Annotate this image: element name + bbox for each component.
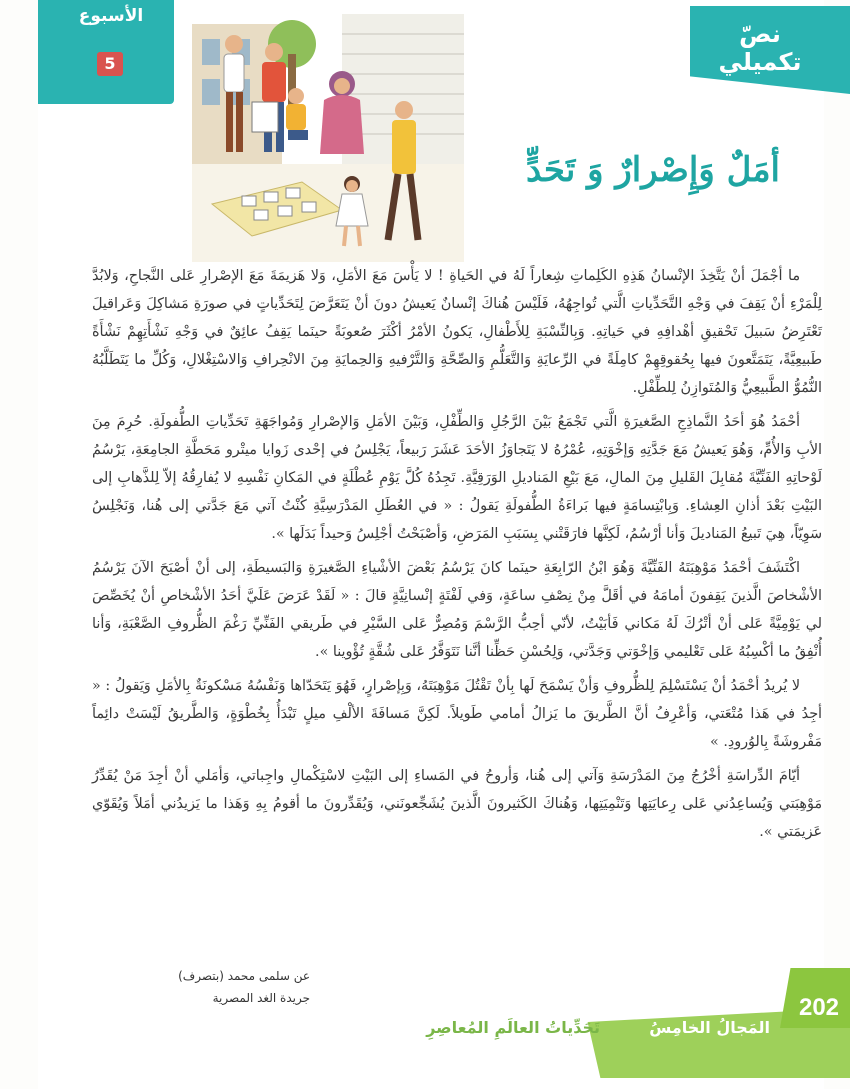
- footer-domain: المَجالُ الخامِسُ: [649, 1018, 770, 1037]
- week-label: الأسبوع: [78, 6, 144, 26]
- paragraph: أحْمَدُ هُوَ أحَدُ النَّماذِجِ الصَّغيرَةِ الَّتي تَجْمَعُ بَيْنَ الرَّجُلِ وَالطِّفْلِ، وَبَيْنَ الأمَلِ وَالإصْرارِ وَمُواجَهَةِ تَحَدِّياتِ الطُّفولَةِ. حُرِمَ مِنَ الأبِ وَالأُمِّ، وَهُوَ يَعيشُ مَعَ جَدَّتِهِ وَإخْوَتِهِ، عُمْرُهُ لا يَتَجاوَزُ الأحَدَ عَشَرَ رَبيعاً، يَجْلِسُ في إحْدى زَوايا ميتْرو مَحَطَّةِ الجامِعَةِ، يَرْسُمُ لَوْحاتِهِ الفَنِّيَّةَ مُقابِلَ القَليلِ مِنَ المالِ، مَعَ بَيْعِ المَناديلِ الوَرَقِيَّةِ. تَجِدُهُ كُلَّ يَوْمِ عُطْلَةٍ في المَكانِ نَفْسِهِ لا يُفارِقُهُ إلاّ لِلذَّهابِ إلى البَيْتِ بَعْدَ أذانِ العِشاءِ. وَبِابْتِسامَةٍ فيها بَراءَةُ الطُّفولَةِ يَقولُ : « في العُطَلِ المَدْرَسِيَّةِ كُنْتُ آتي مَعَ جَدَّتي إلى هُنا، وَنَجْلِسُ سَوِيّاً، هِيَ تَبيعُ المَناديلَ وَأنا أرْسُمُ، لَكِنَّها فارَقَتْني بِسَبَبِ المَرَضِ، وَأصْبَحْتُ أجْلِسُ وَحيداً بَدَلَها ».: [92, 414, 822, 542]
- section-label: نصّ تكميلي: [718, 20, 802, 76]
- article-body: [92, 262, 822, 852]
- source-author: عن سلمى محمد (بتصرف): [178, 969, 310, 983]
- source-publication: جريدة الغد المصرية: [212, 991, 310, 1005]
- footer-topic: تَحَدِّياتُ العالَمِ المُعاصِرِ: [426, 1018, 600, 1037]
- illustration: [192, 14, 464, 262]
- title: أمَلٌ وَإِصْرارٌ وَ تَحَدٍّ: [526, 150, 780, 190]
- paragraph: ما أجْمَلَ أنْ يَتَّخِذَ الإنْسانُ هَذِهِ الكَلِماتِ شِعاراً لَهُ في الحَياةِ ! لا يَأْسَ مَعَ الأمَلِ، وَلا هَزيمَةَ مَعَ الإصْرارِ عَلى النَّجاحِ، وَلابُدَّ لِلْمَرْءِ أنْ يَقِفَ في وَجْهِ التَّحَدِّياتِ الَّتي تُواجِهُهُ، فَلَيْسَ هُناكَ إنْسانٌ يَعيشُ دونَ أنْ يَتَعَرَّضَ لِتَحَدِّياتٍ في صورَةِ مَشاكِلَ وَعَراقيلَ تَعْتَرِضُ سَبيلَ تَحْقيقِ أهْدافِهِ في حَياتِهِ. وَبِالنِّسْبَةِ لِلأَطْفالِ، يَكونُ الأمْرُ أكْثَرَ صُعوبَةً حينَما يَقِفُ عائِقٌ في وَجْهِ نَشْأَتِهِمْ نَشْأَةً طَبيعِيَّةً، يَتَمَتَّعونَ فيها بِحُقوقِهِمْ كامِلَةً في الرِّعايَةِ وَالتَّعَلُّمِ وَالصِّحَّةِ وَالتَّرْفيهِ وَالحِمايَةِ مِنَ الانْحِرافِ وَالاسْتِغْلالِ، وَكُلِّ ما يَتَطَلَّبُهُ النُّمُوُّ الطَّبيعِيُّ وَالمُتَوازِنُ لِلطِّفْلِ.: [92, 268, 822, 396]
- source-citation: [110, 965, 310, 1009]
- week-number: 5: [97, 52, 123, 76]
- paragraph: لا يُريدُ أحْمَدُ أنْ يَسْتَسْلِمَ لِلظُّروفِ وَأنْ يَسْمَحَ لَها بِأنْ تَقْتُلَ مَوْهِبَتَهُ، وَبِإصْرارٍ، فَهُوَ يَتَحَدّاها وَنَفْسُهُ مَسْكونَةٌ بِالأمَلِ وَيَقولُ : « أجِدُ في هَذا مُتْعَتي، وَأعْرِفُ أنَّ الطَّريقَ ما يَزالُ أمامي طَويلاً. لَكِنَّ مَسافَةَ الألْفِ ميلٍ تَبْدَأُ بِخُطْوَةٍ، وَالطَّريقُ لَيْسَتْ دائِماً مَفْروشَةً بِالوُرودِ. »: [92, 678, 822, 750]
- paragraph: أيّامَ الدِّراسَةِ أخْرُجُ مِنَ المَدْرَسَةِ وَآتي إلى هُنا، وَأروحُ في المَساءِ إلى البَيْتِ لاسْتِكْمالِ واجِباتي، وَأمَلي أنْ أجِدَ مَنْ يُقَدِّرُ مَوْهِبَتي وَيُساعِدُني عَلى رِعايَتِها وَتَنْمِيَتِها، وَهُناكَ الكَثيرونَ الَّذينَ يُشَجِّعونَني، وَيُقَدِّرونَ ما أقومُ بِهِ وَهَذا ما يَزيدُني أمَلاً وَيُقَوّي عَزيمَتي ».: [92, 768, 822, 840]
- paragraph: اكْتَشَفَ أحْمَدُ مَوْهِبَتَهُ الفَنِّيَّةَ وَهُوَ ابْنُ الرّابِعَةِ حينَما كانَ يَرْسُمُ بَعْضَ الأشْياءِ الصَّغيرَةِ وَالبَسيطَةِ، إلى أنْ أصْبَحَ الآنَ يَرْسُمُ الأشْخاصَ الَّذينَ يَقِفونَ أمامَهُ في أقَلَّ مِنْ نِصْفِ ساعَةٍ، وَفي لَفْتَةٍ إنْسانِيَّةٍ قالَ : « لَقَدْ عَرَضَ عَلَيَّ أحَدُ الأشْخاصِ أنْ يُخَصِّصَ لي يَوْمِيَّةً عَلى أنْ أتْرُكَ لَهُ مَكاني فَأبَيْتُ، لأنّي أحِبُّ الرَّسْمَ وَمُصِرٌّ عَلى السَّيْرِ في طَريقي الفَنِّيِّ رَغْمَ الظُّروفِ الصَّعْبَةِ، وَأنا أُنْفِقُ ما أكْسِبُهُ عَلى تَعْليمي وَإخْوَتي وَجَدَّتي، وَلِحُسْنِ حَظِّنا أنَّنا نَتَوَفَّرُ عَلى شُقَّةٍ تُؤْوينا ».: [92, 560, 822, 660]
- page-number: 202: [798, 994, 840, 1021]
